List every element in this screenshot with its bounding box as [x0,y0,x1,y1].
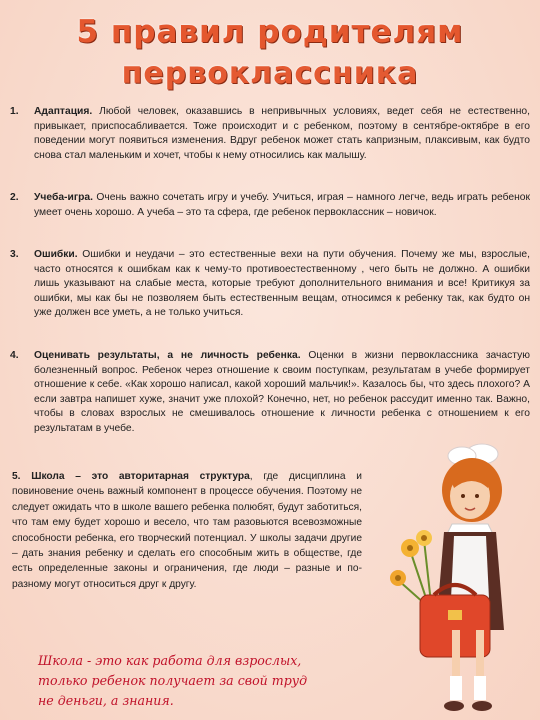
rule-5 [12,469,362,592]
page-title-line1: 5 правил родителям [76,14,464,50]
rule-4 [10,349,530,437]
rule-heading: Учеба-игра. [34,192,93,203]
rule-text [34,191,530,220]
rule-number: 1. [10,106,19,117]
quote-line: только ребенок получает за свой труд [38,673,308,688]
rule-heading: Школа – это авторитарная структура [31,471,250,482]
rule-heading: Оценивать результаты, а не личность ребенка. [34,350,301,361]
rule-number: 5. [12,471,21,482]
rule-text [34,248,530,321]
rule-body: Очень важно сочетать игру и учебу. Учиться, играя – намного легче, ведь играть ребенок умеет очень хорошо. А учеба – это та сфера, где ребенок первоклассник – новичок. [34,192,530,218]
closing-quote [38,651,338,711]
rule-body: , где дисциплина и повиновение очень важный компонент в процессе обучения. Поэтому не следует ожидать что в школе вашего ребенка полюбят, будут заботиться, что там ему будет хорошо и весело, что там разовьются всевозможные способности ребенка, его творческий потенциал. У школы задачи другие – дать знания ребенку и сделать его способным жить в обществе, где есть определенные законы и ограничения, где люди – разные и по-разному могут относиться друг к другу. [12,471,362,590]
rule-number: 4. [10,350,19,361]
page-title-line2: первоклассника [121,56,419,91]
rule-body: Любой человек, оказавшись в непривычных условиях, ведет себя не естественно, привыкает, приспосабливается. Тоже происходит и с ребенком, поэтому в сентябре-октябре в его поведении могут появиться изменения. Вдруг ребенок может стать капризным, плаксивым, как будто снова стал маленьким и хочет, чтобы к нему относились как малышу. [34,106,530,161]
rule-text [34,105,530,163]
rule-number: 3. [10,249,19,260]
rule-text [34,349,530,437]
rule-heading: Ошибки. [34,249,78,260]
quote-line: не деньги, а знания. [38,693,174,708]
quote-line: Школа - это как работа для взрослых, [38,653,302,668]
rule-3 [10,248,530,321]
rule-body: Ошибки и неудачи – это естественные вехи на пути обучения. Почему же мы, взрослые, часто относятся к ошибкам как к чему-то противоестественному , чего быть не должно. А ошибки лишь указывают на слабые места, которые требуют дополнительного внимания и все! Критикуя за ошибки, мы как бы не позволяем быть естественным вещам, относимся к ребенку так, как будто он уже должен все уметь, а не только учиться. [34,249,530,319]
schoolgirl-illustration [390,440,540,720]
rule-number: 2. [10,192,19,203]
rule-1 [10,105,530,163]
rule-2 [10,191,530,220]
rule-heading: Адаптация. [34,106,93,117]
rule-body: Оценки в жизни первоклассника зачастую болезненный вопрос. Ребенок через отношение к своим поступкам, результатам в учебе формирует отношение к себе. «Как хорошо написал, какой хороший мальчик!». Казалось бы, что здесь плохого? А если завтра напишет хуже, значит уже плохой? Конечно, нет, но ребенок рассудит именно так. Важно, чтобы в словах взрослых не смешивалось отношение к личности ребенка с отношением к его результатам в учебе. [34,350,530,434]
